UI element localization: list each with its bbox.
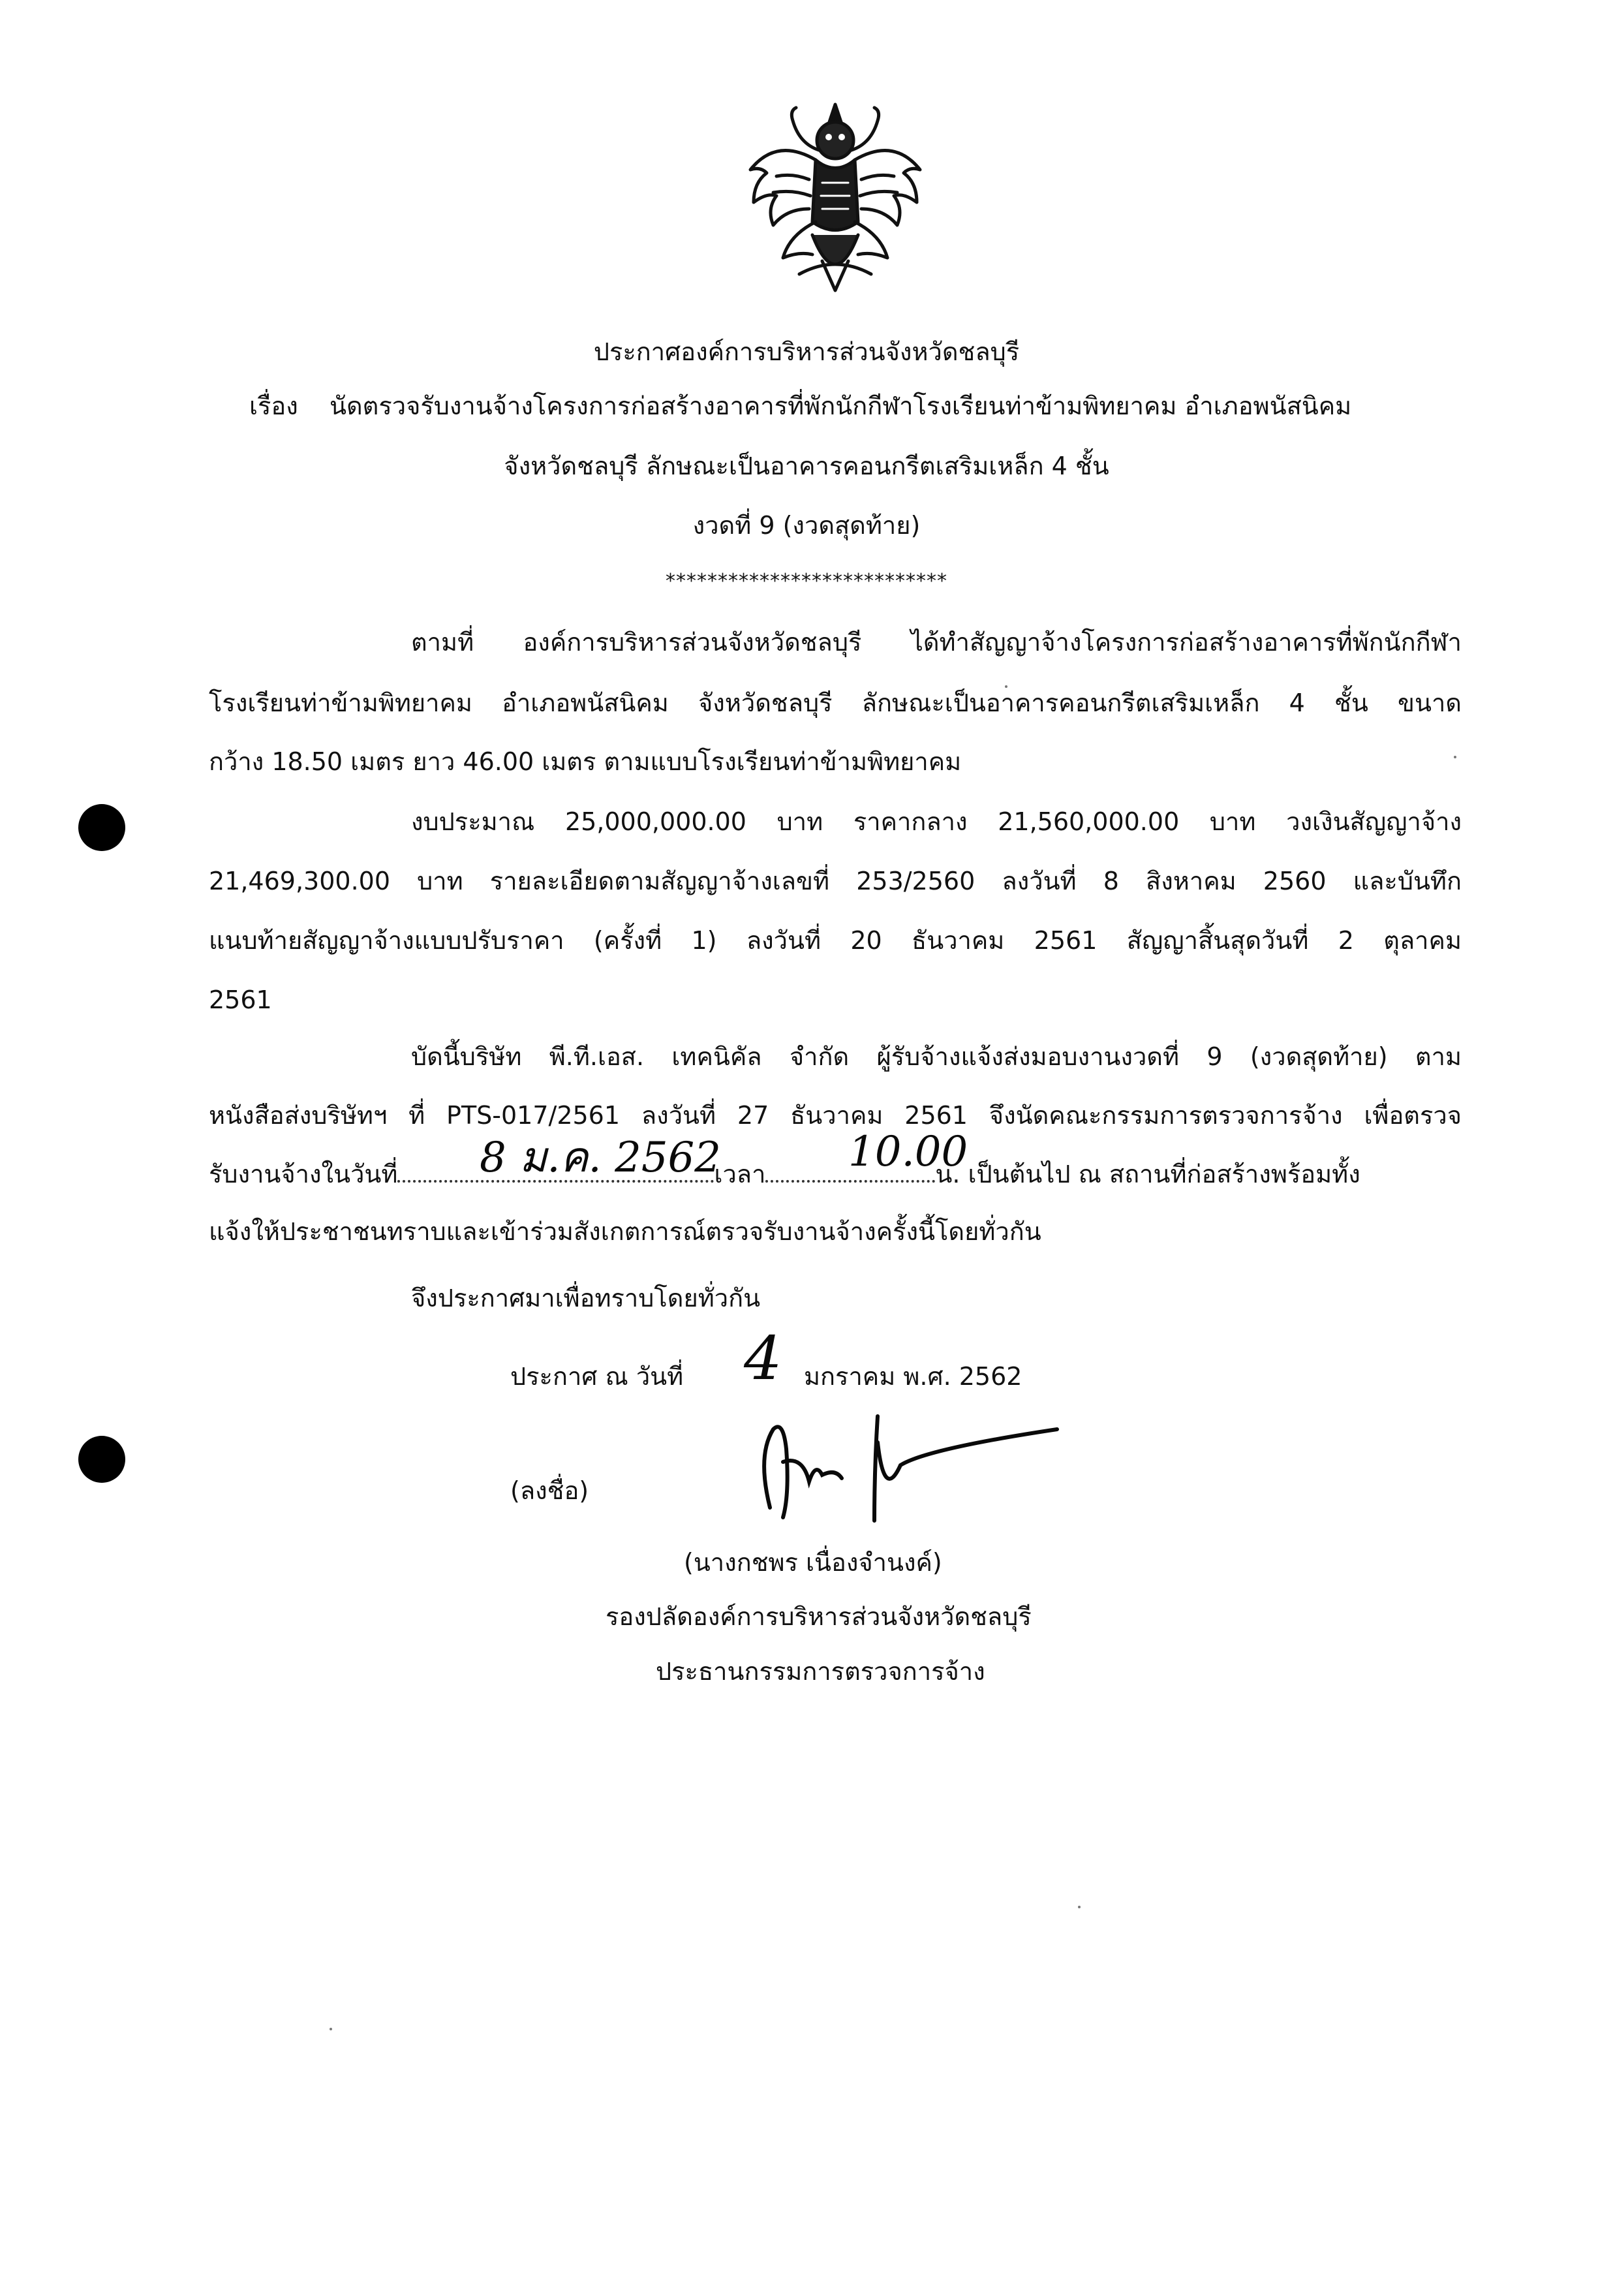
punch-hole-bottom [78,1436,125,1483]
signatory-name: (นางกชพร เนื่องจำนงค์) [684,1548,942,1577]
signatory-position-2: ประธานกรรมการตรวจการจ้าง [656,1657,985,1686]
subject-line-1: นัดตรวจรับงานจ้างโครงการก่อสร้างอาคารที่พักนักกีฬาโรงเรียนท่าข้ามพิทยาคม อำเภอพนัสนิคม [330,392,1352,420]
signatory-position-1: รองปลัดองค์การบริหารส่วนจังหวัดชลบุรี [606,1602,1032,1631]
date-label: รับงานจ้างในวันที่ [209,1160,398,1188]
handwritten-signature [744,1403,1070,1527]
para2-line2: 21,469,300.00 บาท รายละเอียดตามสัญญาจ้างเลขที่ 253/2560 ลงวันที่ 8 สิงหาคม 2560 และบันทึก [209,867,1462,895]
announce-date-prefix: ประกาศ ณ วันที่ [510,1362,684,1391]
para2-line4: 2561 [209,985,272,1014]
para3-line2: หนังสือส่งบริษัทฯ ที่ PTS-017/2561 ลงวันที่ 27 ธันวาคม 2561 จึงนัดคณะกรรมการตรวจการจ้าง เพื่อตรวจ [209,1101,1462,1130]
punch-hole-top [78,804,125,851]
para1-line2: โรงเรียนท่าข้ามพิทยาคม อำเภอพนัสนิคม จังหวัดชลบุรี ลักษณะเป็นอาคารคอนกรีตเสริมเหล็ก 4 ชั้น ขนาด [209,689,1462,717]
para1-line3: กว้าง 18.50 เมตร ยาว 46.00 เมตร ตามแบบโรงเรียนท่าข้ามพิทยาคม [209,747,962,776]
subject-label: เรื่อง [249,392,298,420]
document-title: ประกาศองค์การบริหารส่วนจังหวัดชลบุรี [593,337,1020,366]
signature-label: (ลงชื่อ) [510,1476,589,1505]
para2-line3: แนบท้ายสัญญาจ้างแบบปรับราคา (ครั้งที่ 1) ลงวันที่ 20 ธันวาคม 2561 สัญญาสิ้นสุดวันที่ 2 ตุลาคม [209,926,1462,955]
announce-date-suffix: มกราคม พ.ศ. 2562 [804,1362,1022,1391]
garuda-emblem-icon [737,98,933,300]
handwritten-announce-day: 4 [744,1324,782,1393]
scan-speck [330,2028,332,2030]
para3-line4: แจ้งให้ประชาชนทราบและเข้าร่วมสังเกตการณ์ตรวจรับงานจ้างครั้งนี้โดยทั่วกัน [209,1217,1041,1246]
scan-speck [1454,756,1456,758]
para2-line1: งบประมาณ 25,000,000.00 บาท ราคากลาง 21,560,000.00 บาท วงเงินสัญญาจ้าง [411,807,1462,836]
handwritten-inspection-date: 8 ม.ค. 2562 [480,1134,721,1182]
separator-stars: *************************** [666,570,947,593]
scan-speck [1078,1906,1081,1908]
handwritten-inspection-time: 10.00 [848,1128,968,1176]
scan-speck [1005,685,1007,688]
installment-heading: งวดที่ 9 (งวดสุดท้าย) [692,511,921,540]
closing-statement: จึงประกาศมาเพื่อทราบโดยทั่วกัน [411,1284,761,1312]
subject-line-2: จังหวัดชลบุรี ลักษณะเป็นอาคารคอนกรีตเสริมเหล็ก 4 ชั้น [504,452,1109,480]
para3-line3-suffix: น. เป็นต้นไป ณ สถานที่ก่อสร้างพร้อมทั้ง [935,1160,1360,1188]
para3-line1: บัดนี้บริษัท พี.ที.เอส. เทคนิคัล จำกัด ผู้รับจ้างแจ้งส่งมอบงานงวดที่ 9 (งวดสุดท้าย) ตาม [411,1042,1462,1071]
para3-line3 [209,1160,1360,1187]
time-label: เวลา [714,1160,766,1188]
para1-line1: ตามที่ องค์การบริหารส่วนจังหวัดชลบุรี ได้ทำสัญญาจ้างโครงการก่อสร้างอาคารที่พักนักกีฬา [411,628,1462,657]
